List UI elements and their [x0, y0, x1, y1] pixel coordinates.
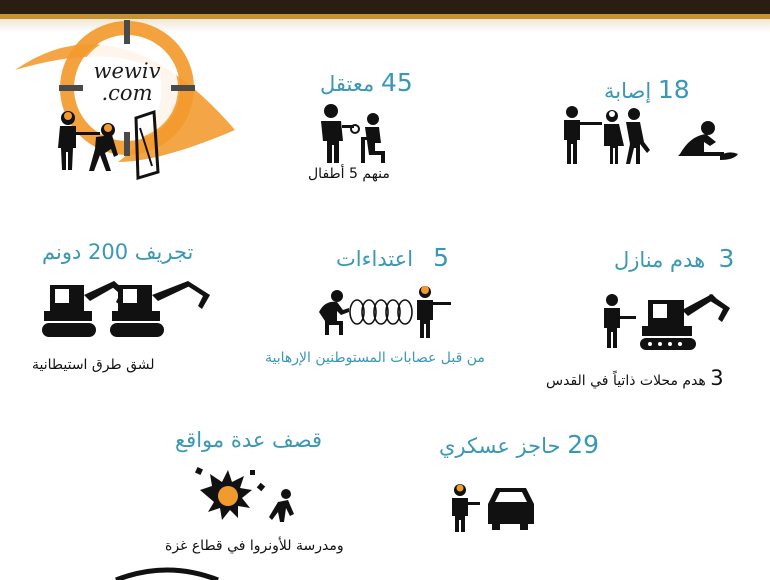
watermark-line1: wewiv	[93, 59, 161, 83]
attacks-note: من قبل عصابات المستوطنين الإرهابية	[265, 350, 485, 366]
demolition-stat	[614, 244, 734, 273]
explosion-icon	[190, 460, 300, 532]
injuries-label: إصابة	[604, 79, 652, 103]
barbed-wire-icon	[313, 282, 453, 340]
bottom-circle-icon	[112, 566, 222, 580]
watermark-text	[82, 60, 172, 104]
detainees-label: معتقل	[320, 72, 375, 96]
checkpoints-stat	[439, 430, 599, 459]
watermark-line2: .com	[101, 81, 153, 105]
injured-people-icon	[560, 104, 745, 166]
injuries-number: 18	[657, 75, 690, 104]
demolition-note	[546, 366, 724, 390]
injuries-stat	[604, 75, 690, 104]
shelling-note: ومدرسة للأونروا في قطاع غزة	[165, 538, 344, 554]
bulldozer-soldier-icon	[598, 290, 743, 352]
attacks-stat	[336, 243, 449, 272]
demolition-label: هدم منازل	[614, 248, 706, 272]
checkpoints-label: حاجز عسكري	[439, 434, 561, 458]
attacks-label: اعتداءات	[336, 247, 414, 271]
bulldozing-label: تجريف 200 دونم	[42, 240, 194, 264]
demolition-note-number: 3	[710, 366, 724, 390]
detention-icon	[315, 103, 395, 165]
demolition-note-text: هدم محلات ذاتياً في القدس	[546, 373, 706, 389]
bulldozer-icon	[42, 279, 214, 339]
detainees-note: منهم 5 أطفال	[308, 166, 390, 182]
demolition-number: 3	[718, 244, 735, 273]
shelling-stat	[175, 428, 322, 452]
bulldozing-note: لشق طرق استيطانية	[32, 357, 155, 373]
shelling-label: قصف عدة مواقع	[175, 428, 323, 452]
detainees-number: 45	[380, 68, 413, 97]
detainees-stat	[320, 68, 413, 97]
attacks-number: 5	[433, 243, 449, 272]
soldiers-shield-icon	[52, 108, 164, 180]
bulldozing-stat	[42, 240, 193, 264]
car-checkpoint-icon	[448, 482, 538, 532]
checkpoints-number: 29	[567, 430, 600, 459]
